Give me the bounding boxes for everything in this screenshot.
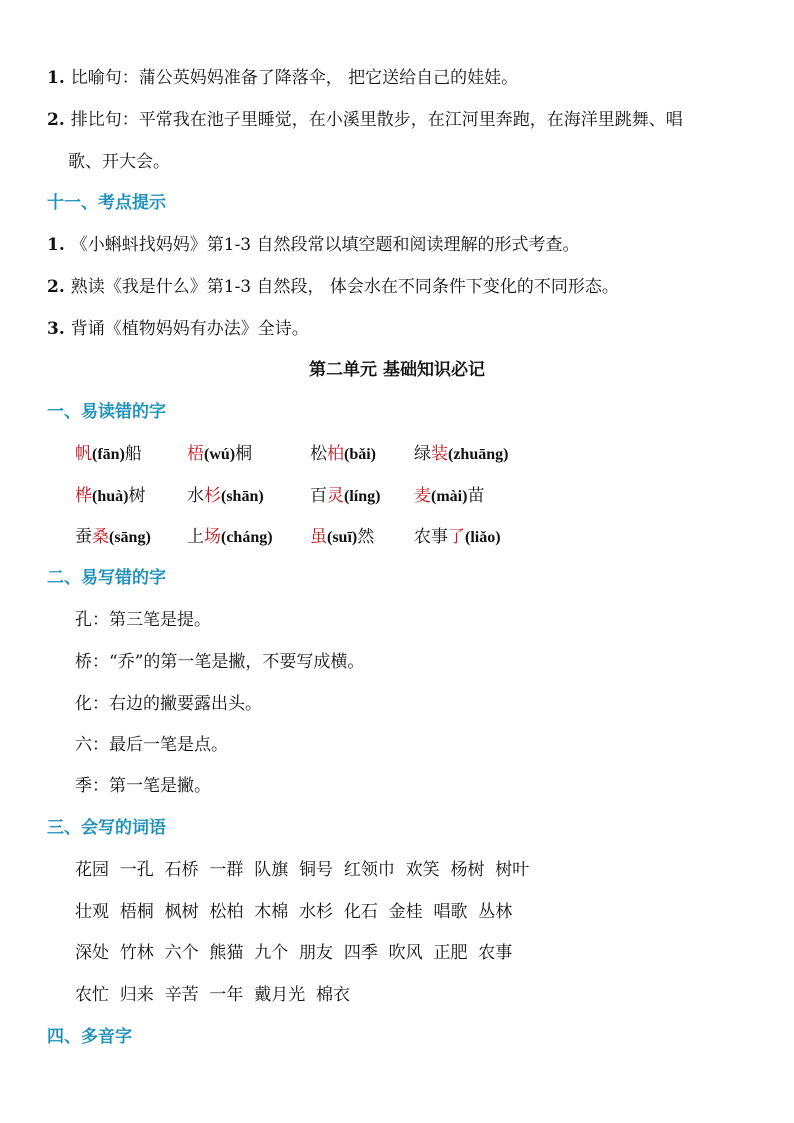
misread-char-entry bbox=[414, 522, 501, 552]
pinyin: (cháng) bbox=[221, 529, 273, 546]
pinyin: (mài) bbox=[431, 488, 468, 505]
list-text: 比喻句：蒲公英妈妈准备了降落伞， 把它送给自己的娃娃。 bbox=[70, 68, 519, 88]
highlighted-char: 桑 bbox=[92, 527, 109, 547]
tips-heading: 十一、考点提示 bbox=[47, 193, 166, 213]
list-text: 排比句：平常我在池子里睡觉，在小溪里散步，在江河里奔跑，在海洋里跳舞、唱 bbox=[70, 110, 683, 130]
char-suffix: 树 bbox=[128, 486, 146, 506]
pinyin: (huà) bbox=[92, 488, 129, 505]
highlighted-char: 梧 bbox=[187, 444, 204, 464]
char-prefix: 蚕 bbox=[75, 527, 92, 547]
pinyin: (liǎo) bbox=[465, 529, 501, 546]
pinyin: (fān) bbox=[92, 446, 125, 463]
tip-line-3 bbox=[47, 314, 309, 344]
char-suffix: 桐 bbox=[235, 444, 253, 464]
pinyin: (shān) bbox=[221, 488, 264, 505]
list-text: 熟读《我是什么》第1-3 自然段， 体会水在不同条件下变化的不同形态。 bbox=[70, 277, 619, 297]
tip-line-2 bbox=[47, 272, 619, 302]
misread-char-entry bbox=[187, 481, 264, 511]
list-number: 1. bbox=[47, 235, 65, 255]
pinyin: (sāng) bbox=[109, 529, 151, 546]
misread-char-entry bbox=[75, 481, 145, 511]
list-number: 2. bbox=[47, 110, 65, 130]
misread-char-entry bbox=[187, 522, 273, 552]
highlighted-char: 虽 bbox=[310, 527, 327, 547]
highlighted-char: 柏 bbox=[327, 444, 344, 464]
char-prefix: 农事 bbox=[414, 527, 448, 547]
char-prefix: 上 bbox=[187, 527, 204, 547]
char-suffix: 然 bbox=[357, 527, 375, 547]
misread-char-entry bbox=[75, 439, 142, 469]
tip-line-1 bbox=[47, 230, 580, 260]
miswrite-item: 孔：第三笔是提。 bbox=[75, 610, 211, 630]
misread-char-entry bbox=[75, 522, 151, 552]
highlighted-char: 了 bbox=[448, 527, 465, 547]
rhetoric-line-2-cont: 歌、开大会。 bbox=[68, 152, 170, 172]
list-number: 2. bbox=[47, 277, 65, 297]
miswrite-heading: 二、易写错的字 bbox=[47, 568, 166, 588]
highlighted-char: 杉 bbox=[204, 486, 221, 506]
char-suffix: 船 bbox=[124, 444, 142, 464]
highlighted-char: 灵 bbox=[327, 486, 344, 506]
pinyin: (zhuāng) bbox=[448, 446, 509, 463]
pinyin: (suī) bbox=[327, 529, 358, 546]
words-row: 壮观 梧桐 枫树 松柏 木棉 水杉 化石 金桂 唱歌 丛林 bbox=[75, 902, 513, 922]
pinyin: (bǎi) bbox=[344, 446, 376, 463]
misread-heading: 一、易读错的字 bbox=[47, 402, 166, 422]
highlighted-char: 装 bbox=[431, 444, 448, 464]
pinyin: (líng) bbox=[344, 488, 381, 505]
highlighted-char: 场 bbox=[204, 527, 221, 547]
highlighted-char: 帆 bbox=[75, 444, 92, 464]
misread-char-entry bbox=[414, 481, 484, 511]
list-text: 背诵《植物妈妈有办法》全诗。 bbox=[70, 319, 309, 339]
words-row: 深处 竹林 六个 熊猫 九个 朋友 四季 吹风 正肥 农事 bbox=[75, 943, 513, 963]
misread-char-entry bbox=[310, 439, 376, 469]
list-number: 3. bbox=[47, 319, 65, 339]
words-row: 农忙 归来 辛苦 一年 戴月光 棉衣 bbox=[75, 985, 351, 1005]
misread-char-entry bbox=[310, 481, 380, 511]
char-prefix: 松 bbox=[310, 444, 327, 464]
rhetoric-line-1 bbox=[47, 63, 518, 93]
miswrite-item: 六：最后一笔是点。 bbox=[75, 735, 228, 755]
highlighted-char: 麦 bbox=[414, 486, 431, 506]
rhetoric-line-2 bbox=[47, 105, 683, 135]
char-prefix: 水 bbox=[187, 486, 204, 506]
highlighted-char: 桦 bbox=[75, 486, 92, 506]
pinyin: (wú) bbox=[204, 446, 236, 463]
misread-char-entry bbox=[414, 439, 508, 469]
misread-char-entry bbox=[310, 522, 374, 552]
unit-title: 第二单元 基础知识必记 bbox=[309, 360, 485, 380]
char-suffix: 苗 bbox=[467, 486, 485, 506]
polyphone-heading: 四、多音字 bbox=[47, 1027, 132, 1047]
miswrite-item: 桥：“乔”的第一笔是撇，不要写成横。 bbox=[75, 652, 365, 672]
list-text: 《小蝌蚪找妈妈》第1-3 自然段常以填空题和阅读理解的形式考查。 bbox=[70, 235, 580, 255]
words-heading: 三、会写的词语 bbox=[47, 818, 166, 838]
words-row: 花园 一孔 石桥 一群 队旗 铜号 红领巾 欢笑 杨树 树叶 bbox=[75, 860, 530, 880]
miswrite-item: 季：第一笔是撇。 bbox=[75, 776, 211, 796]
misread-char-entry bbox=[187, 439, 252, 469]
miswrite-item: 化：右边的撇要露出头。 bbox=[75, 694, 262, 714]
list-number: 1. bbox=[47, 68, 65, 88]
char-prefix: 绿 bbox=[414, 444, 431, 464]
char-prefix: 百 bbox=[310, 486, 327, 506]
